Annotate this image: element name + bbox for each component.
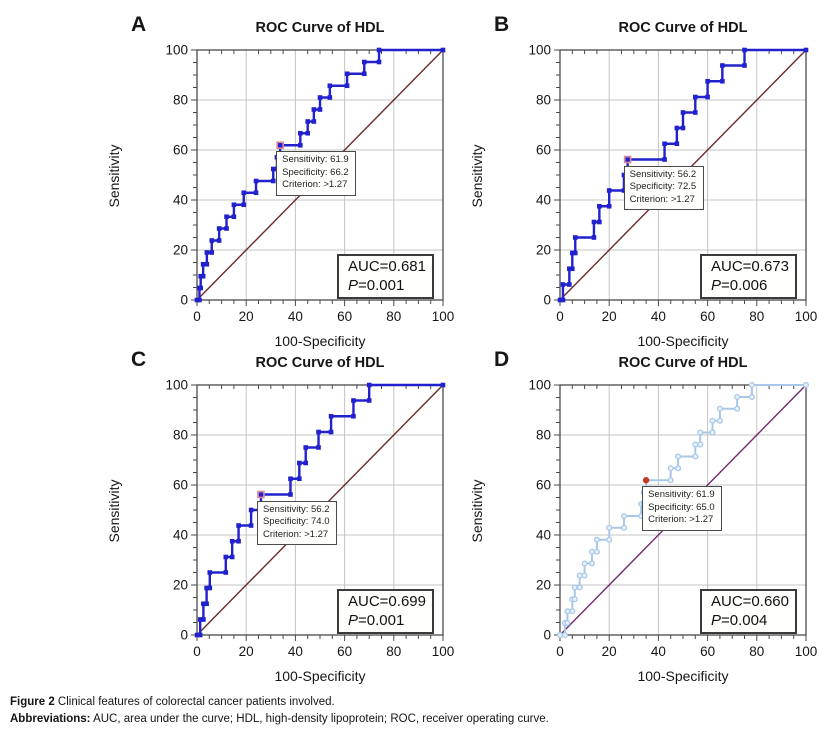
annotation-line: Sensitivity: 56.2 — [262, 503, 330, 515]
panel-label: C — [131, 348, 147, 371]
svg-text:60: 60 — [535, 142, 551, 158]
auc-value: AUC=0.673 — [711, 258, 789, 275]
auc-value: AUC=0.699 — [348, 593, 426, 610]
svg-text:60: 60 — [172, 477, 188, 493]
panel-label: A — [131, 13, 147, 36]
svg-text:40: 40 — [287, 309, 303, 324]
plot-title: ROC Curve of HDL — [618, 20, 748, 36]
annotation-line: Criterion: >1.27 — [648, 514, 714, 526]
p-value: P=0.001 — [348, 611, 405, 629]
plot-title: ROC Curve of HDL — [618, 355, 748, 371]
svg-text:20: 20 — [601, 309, 617, 324]
point-annotation — [642, 486, 722, 531]
figure-caption — [10, 694, 825, 728]
svg-text:60: 60 — [700, 644, 716, 659]
svg-text:80: 80 — [749, 309, 765, 324]
annotation-line: Specificity: 65.0 — [648, 501, 715, 513]
svg-text:80: 80 — [535, 427, 551, 443]
svg-text:60: 60 — [337, 644, 353, 659]
svg-text:0: 0 — [543, 292, 551, 308]
svg-text:40: 40 — [172, 192, 188, 208]
annotation-line: Sensitivity: 56.2 — [629, 168, 697, 180]
svg-text:40: 40 — [535, 527, 551, 543]
abbreviations-line: Abbreviations: AUC, area under the curve; HDL, high-density lipoprotein; ROC, receiver operating curve. — [10, 713, 549, 725]
annotation-line: Sensitivity: 61.9 — [648, 489, 715, 501]
svg-text:100: 100 — [165, 42, 188, 58]
plot-title: ROC Curve of HDL — [255, 355, 385, 371]
point-annotation — [257, 501, 337, 546]
svg-text:80: 80 — [172, 427, 188, 443]
annotation-line: Specificity: 66.2 — [282, 166, 349, 178]
svg-text:20: 20 — [238, 644, 254, 659]
panel-label: D — [494, 348, 510, 371]
auc-value: AUC=0.660 — [711, 593, 789, 610]
y-axis-label: Sensitivity — [469, 144, 485, 208]
panel-a — [85, 5, 465, 349]
svg-text:20: 20 — [535, 577, 551, 593]
svg-text:0: 0 — [180, 627, 188, 643]
annotation-line: Criterion: >1.27 — [629, 193, 695, 205]
svg-text:0: 0 — [180, 292, 188, 308]
svg-text:40: 40 — [172, 527, 188, 543]
svg-text:20: 20 — [238, 309, 254, 324]
svg-text:40: 40 — [650, 644, 666, 659]
svg-text:60: 60 — [337, 309, 353, 324]
x-axis-label: 100-Specificity — [637, 668, 729, 684]
point-annotation — [276, 151, 356, 196]
y-axis-label: Sensitivity — [469, 479, 485, 543]
y-axis-label: Sensitivity — [106, 479, 122, 543]
svg-text:100: 100 — [794, 644, 818, 659]
panel-c — [85, 340, 465, 684]
svg-text:0: 0 — [543, 627, 551, 643]
x-axis-label: 100-Specificity — [274, 668, 366, 684]
plot-title: ROC Curve of HDL — [255, 20, 385, 36]
svg-text:60: 60 — [535, 477, 551, 493]
annotation-line: Specificity: 72.5 — [629, 181, 697, 192]
auc-stat-box — [700, 254, 797, 299]
svg-text:0: 0 — [556, 309, 564, 324]
p-value: P=0.006 — [711, 276, 768, 294]
svg-text:80: 80 — [749, 644, 765, 659]
annotation-line: Criterion: >1.27 — [282, 179, 348, 191]
x-axis-label: 100-Specificity — [637, 333, 729, 349]
svg-text:0: 0 — [193, 644, 201, 659]
point-annotation — [624, 166, 704, 211]
svg-text:80: 80 — [535, 92, 551, 108]
svg-text:20: 20 — [535, 242, 551, 258]
panel-d — [448, 340, 828, 684]
svg-text:20: 20 — [172, 242, 188, 258]
svg-text:100: 100 — [431, 644, 455, 659]
annotation-line: Sensitivity: 61.9 — [282, 154, 349, 166]
svg-text:100: 100 — [431, 309, 455, 324]
svg-text:100: 100 — [528, 377, 551, 393]
svg-text:60: 60 — [700, 309, 716, 324]
svg-text:0: 0 — [193, 309, 201, 324]
annotation-line: Criterion: >1.27 — [262, 528, 329, 540]
auc-stat-box — [700, 589, 797, 634]
panel-label: B — [494, 13, 510, 36]
svg-text:40: 40 — [287, 644, 303, 659]
svg-text:60: 60 — [172, 142, 188, 158]
p-value: P=0.001 — [348, 276, 405, 294]
svg-text:80: 80 — [386, 644, 402, 659]
criterion-point-marker — [643, 477, 649, 483]
svg-text:80: 80 — [172, 92, 188, 108]
y-axis-label: Sensitivity — [106, 144, 122, 208]
auc-stat-box — [337, 254, 434, 299]
svg-text:100: 100 — [794, 309, 818, 324]
svg-text:40: 40 — [535, 192, 551, 208]
svg-text:100: 100 — [165, 377, 188, 393]
svg-text:40: 40 — [650, 309, 666, 324]
svg-text:20: 20 — [172, 577, 188, 593]
annotation-line: Specificity: 74.0 — [262, 516, 330, 527]
auc-stat-box — [337, 589, 434, 634]
auc-value: AUC=0.681 — [348, 258, 426, 275]
svg-text:0: 0 — [556, 644, 564, 659]
svg-text:20: 20 — [601, 644, 617, 659]
svg-text:80: 80 — [386, 309, 402, 324]
panel-b — [448, 5, 828, 349]
svg-text:100: 100 — [528, 42, 551, 58]
p-value: P=0.004 — [711, 611, 768, 629]
caption-line: Figure 2 Clinical features of colorectal cancer patients involved. — [10, 696, 335, 708]
x-axis-label: 100-Specificity — [274, 333, 366, 349]
